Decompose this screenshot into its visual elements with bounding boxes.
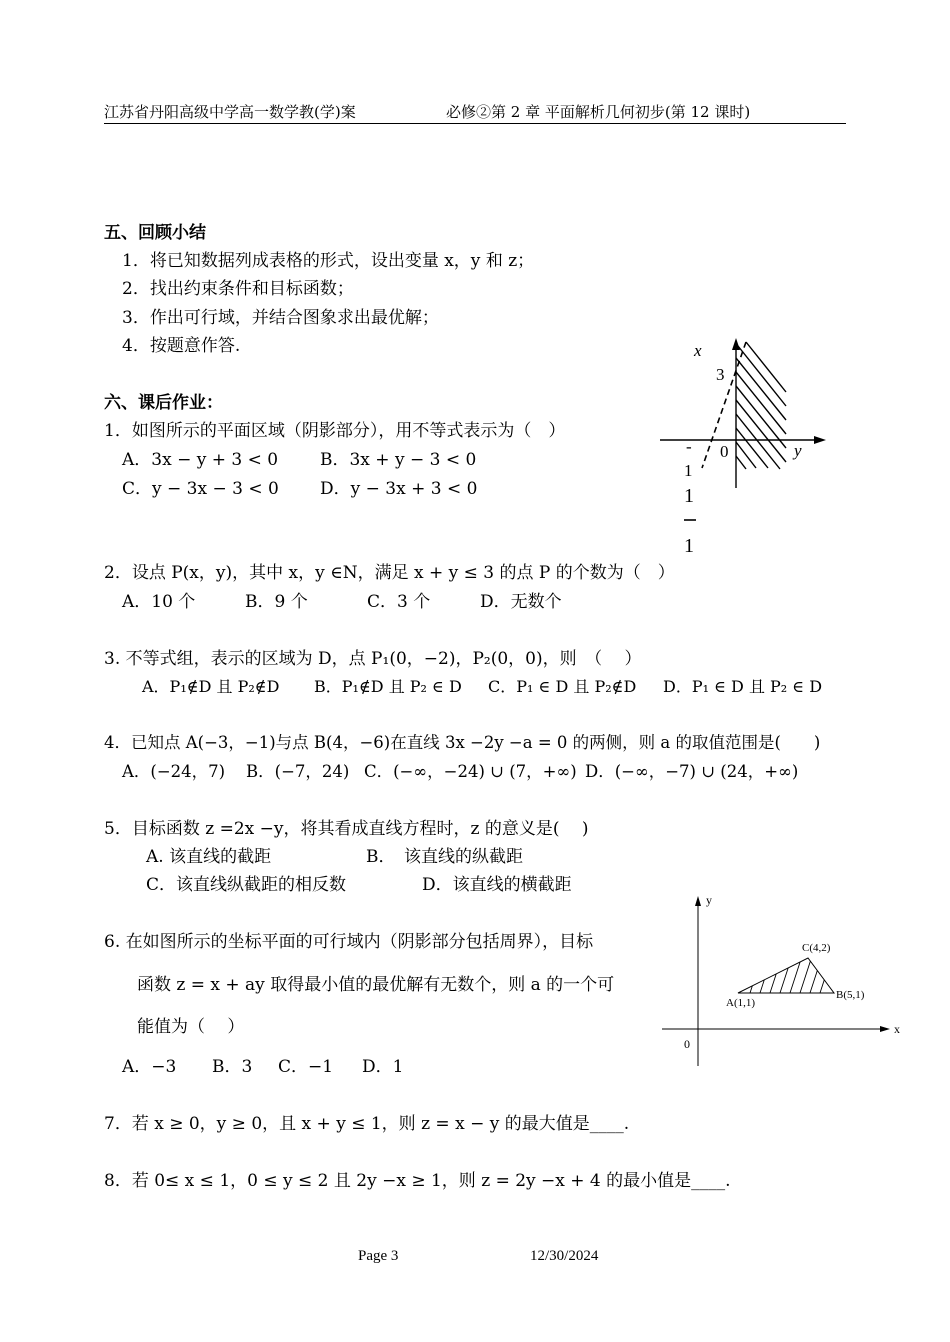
q5-option-c: C．该直线纵截距的相反数 — [146, 875, 347, 895]
q6-label-a: A(1,1) — [726, 997, 756, 1009]
summary-title: 五、回顾小结 — [104, 223, 206, 243]
summary-item-2: 2．找出约束条件和目标函数； — [122, 279, 354, 299]
q6-y-label: y — [706, 893, 712, 907]
q6-option-c: C．−1 — [278, 1057, 334, 1077]
q3-option-a: A．P₁∉D 且 P₂∉D — [142, 677, 280, 696]
q1-option-a: A．3x − y + 3 < 0 — [122, 450, 279, 470]
q7-stem: 7．若 x ≥ 0，y ≥ 0，且 x + y ≤ 1，则 z = x − y 的最大值是____. — [104, 1114, 630, 1134]
q4-option-c: C．(−∞，−24) ∪ (7，+∞) — [364, 762, 577, 781]
summary-item-4: 4．按题意作答. — [122, 336, 241, 356]
q1-hatch-region — [736, 342, 786, 469]
homework-title: 六、课后作业： — [104, 393, 223, 413]
q4-option-b: B．(−7，24) — [246, 762, 350, 781]
q6-figure — [660, 890, 906, 1070]
q2-option-b: B．9 个 — [245, 592, 308, 612]
q1-option-d: D．y − 3x + 3 < 0 — [320, 479, 478, 499]
footer-page: Page 3 — [358, 1248, 399, 1264]
q6-line-2: 函数 z = x + ay 取得最小值的最优解有无数个，则 a 的一个可 — [137, 975, 615, 995]
q2-option-c: C．3 个 — [367, 592, 431, 612]
q4-stem: 4．已知点 A(−3，−1)与点 B(4，−6)在直线 3x −2y −a = 0 的两侧，则 a 的取值范围是( ) — [104, 733, 821, 752]
q6-x-label: x — [894, 1022, 900, 1036]
q8-stem: 8．若 0≤ x ≤ 1，0 ≤ y ≤ 2 且 2y −x ≥ 1，则 z = 2y −x + 4 的最小值是____. — [104, 1171, 731, 1191]
q3-stem: 3. 不等式组，表示的区域为 D，点 P₁(0，−2)，P₂(0，0)，则 （ ） — [104, 649, 642, 669]
q5-option-d: D．该直线的横截距 — [422, 875, 572, 895]
q1-option-b: B．3x + y − 3 < 0 — [320, 450, 477, 470]
q6-y-arrow — [695, 896, 701, 906]
q6-label-c: C(4,2) — [802, 942, 831, 954]
q1-vertical-arrow — [732, 338, 740, 350]
summary-item-3: 3．作出可行域，并结合图象求出最优解； — [122, 308, 439, 328]
q1-minus: - — [686, 437, 692, 456]
q6-option-b: B．3 — [212, 1057, 253, 1077]
q1-frac-den: 1 — [684, 535, 694, 557]
q2-option-d: D．无数个 — [480, 592, 562, 612]
q6-line-1: 6. 在如图所示的坐标平面的可行域内（阴影部分包括周界），目标 — [104, 932, 594, 952]
q1-horizontal-arrow — [814, 436, 826, 444]
q5-option-b: B． 该直线的纵截距 — [366, 847, 523, 867]
q6-line-3: 能值为（ ） — [137, 1017, 245, 1037]
q3-option-c: C．P₁ ∈ D 且 P₂∉D — [488, 677, 637, 696]
q1-x-label: x — [694, 341, 702, 360]
q2-stem: 2．设点 P(x，y)，其中 x，y ∈N，满足 x + y ≤ 3 的点 P 的个数为（ ） — [104, 563, 675, 583]
q1-origin: 0 — [720, 442, 729, 461]
q6-hatch-region — [750, 950, 834, 993]
header-right: 必修②第 2 章 平面解析几何初步(第 12 课时) — [446, 103, 751, 121]
q3-option-d: D．P₁ ∈ D 且 P₂ ∈ D — [663, 677, 823, 696]
q1-option-c: C．y − 3x − 3 < 0 — [122, 479, 279, 499]
q5-option-a: A. 该直线的截距 — [146, 847, 272, 867]
q6-option-d: D．1 — [362, 1057, 404, 1077]
q6-origin: 0 — [684, 1037, 690, 1051]
q1-tick-3: 3 — [716, 365, 725, 384]
q1-frac-num: 1 — [684, 485, 694, 507]
page-header — [104, 101, 846, 124]
q1-stem: 1．如图所示的平面区域（阴影部分），用不等式表示为（ ） — [104, 421, 566, 441]
q6-label-b: B(5,1) — [836, 989, 865, 1001]
q5-stem: 5．目标函数 z =2x −y，将其看成直线方程时，z 的意义是( ) — [104, 819, 589, 839]
q6-option-a: A．−3 — [122, 1057, 177, 1077]
q1-y-label: y — [794, 441, 802, 460]
q3-option-b: B．P₁∉D 且 P₂ ∈ D — [314, 677, 462, 696]
q1-figure — [650, 330, 840, 565]
q4-option-d: D．(−∞，−7) ∪ (24，+∞) — [585, 762, 799, 781]
q2-option-a: A．10 个 — [122, 592, 196, 612]
header-left: 江苏省丹阳高级中学高一数学教(学)案 — [104, 103, 356, 121]
q4-option-a: A．(−24，7) — [122, 762, 226, 781]
q6-x-arrow — [880, 1026, 890, 1032]
footer-date: 12/30/2024 — [530, 1248, 599, 1264]
summary-item-1: 1．将已知数据列成表格的形式，设出变量 x，y 和 z； — [122, 251, 535, 271]
q1-one: 1 — [684, 461, 693, 480]
